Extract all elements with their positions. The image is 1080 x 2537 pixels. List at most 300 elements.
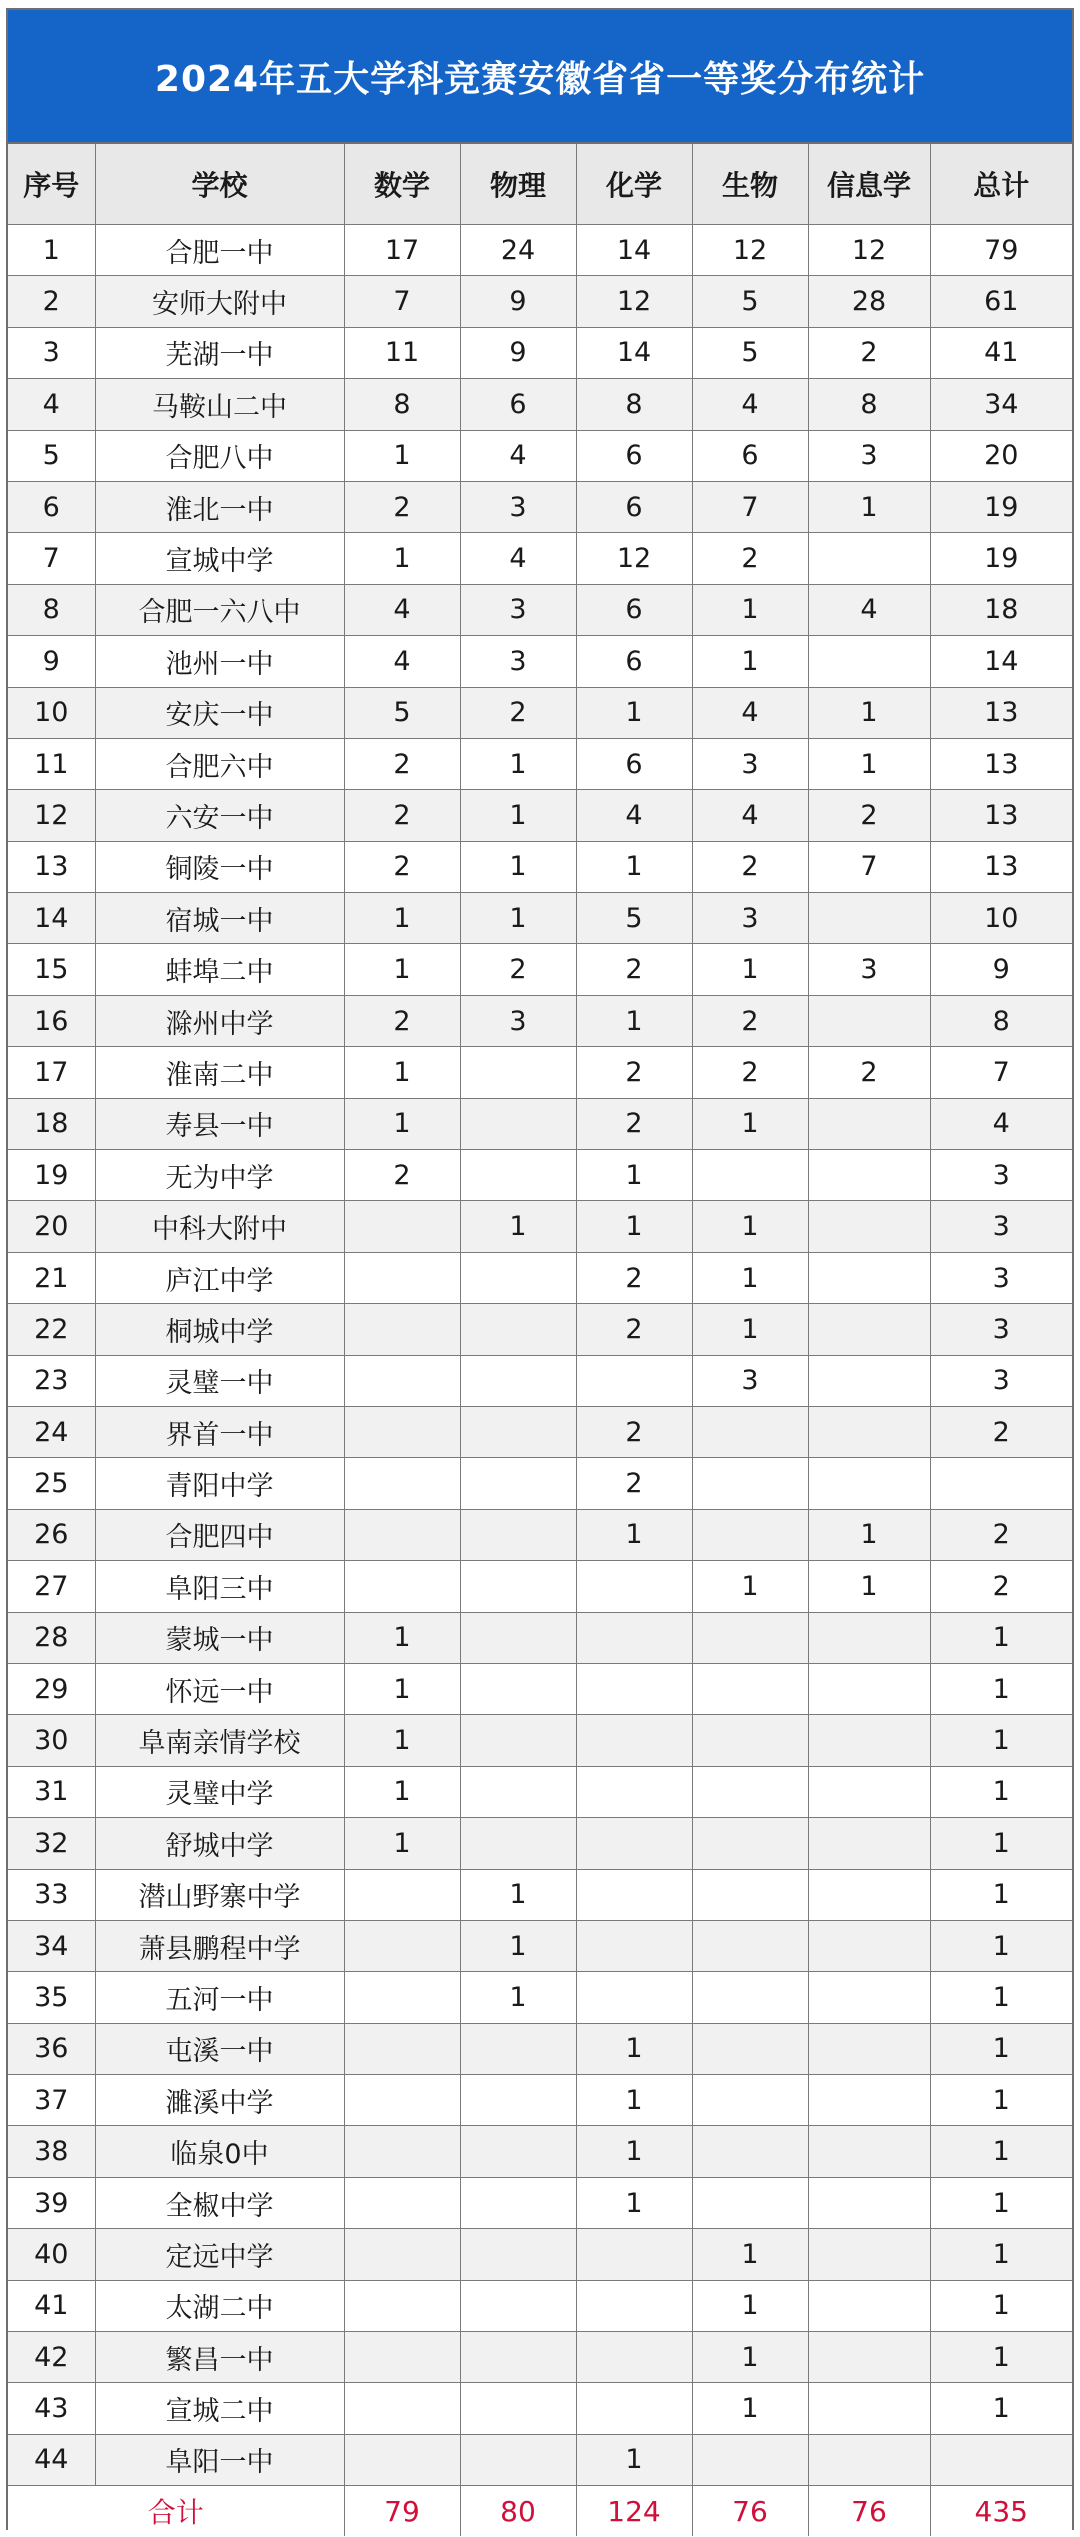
cell-school: 阜阳一中 — [95, 2434, 344, 2485]
cell-total: 2 — [930, 1509, 1072, 1560]
cell-chemistry: 1 — [576, 2434, 692, 2485]
cell-chemistry — [576, 1766, 692, 1817]
total-row — [8, 2486, 1072, 2537]
cell-biology: 5 — [692, 276, 808, 327]
table-row — [8, 1355, 1072, 1406]
cell-math: 5 — [344, 687, 460, 738]
cell-chemistry: 5 — [576, 893, 692, 944]
cell-index: 34 — [8, 1920, 95, 1971]
cell-informatics: 12 — [808, 225, 930, 276]
cell-math — [344, 1972, 460, 2023]
cell-chemistry — [576, 1920, 692, 1971]
cell-index: 38 — [8, 2126, 95, 2177]
cell-index: 9 — [8, 636, 95, 687]
cell-school: 合肥一六八中 — [95, 584, 344, 635]
cell-biology: 3 — [692, 893, 808, 944]
table-row — [8, 1612, 1072, 1663]
cell-chemistry: 1 — [576, 2023, 692, 2074]
cell-total: 1 — [930, 1818, 1072, 1869]
cell-physics: 1 — [460, 893, 576, 944]
cell-index: 8 — [8, 584, 95, 635]
cell-school: 宣城中学 — [95, 533, 344, 584]
cell-total — [930, 2434, 1072, 2485]
cell-informatics: 4 — [808, 584, 930, 635]
table-row — [8, 1920, 1072, 1971]
cell-index: 44 — [8, 2434, 95, 2485]
cell-index: 42 — [8, 2332, 95, 2383]
cell-total: 14 — [930, 636, 1072, 687]
cell-index: 15 — [8, 944, 95, 995]
cell-total: 19 — [930, 481, 1072, 532]
cell-chemistry: 1 — [576, 2075, 692, 2126]
cell-informatics — [808, 1252, 930, 1303]
cell-math — [344, 1869, 460, 1920]
table-row — [8, 584, 1072, 635]
cell-biology — [692, 1406, 808, 1457]
cell-total: 41 — [930, 327, 1072, 378]
cell-math — [344, 1561, 460, 1612]
header-informatics: 信息学 — [808, 144, 930, 225]
cell-school: 淮南二中 — [95, 1047, 344, 1098]
cell-math: 1 — [344, 1663, 460, 1714]
cell-biology: 3 — [692, 1355, 808, 1406]
cell-school: 全椒中学 — [95, 2177, 344, 2228]
table-row — [8, 2177, 1072, 2228]
cell-index: 33 — [8, 1869, 95, 1920]
cell-informatics — [808, 2332, 930, 2383]
table-row — [8, 2075, 1072, 2126]
cell-total: 1 — [930, 1715, 1072, 1766]
cell-informatics — [808, 2023, 930, 2074]
table-row — [8, 2023, 1072, 2074]
cell-math — [344, 1920, 460, 1971]
table-row — [8, 379, 1072, 430]
cell-math: 8 — [344, 379, 460, 430]
cell-biology — [692, 1972, 808, 2023]
cell-physics — [460, 2075, 576, 2126]
cell-informatics — [808, 1150, 930, 1201]
cell-total: 3 — [930, 1355, 1072, 1406]
cell-informatics — [808, 1406, 930, 1457]
cell-index: 24 — [8, 1406, 95, 1457]
table-row — [8, 1201, 1072, 1252]
cell-chemistry: 1 — [576, 2177, 692, 2228]
cell-chemistry — [576, 1715, 692, 1766]
cell-biology: 2 — [692, 533, 808, 584]
cell-chemistry: 2 — [576, 944, 692, 995]
cell-math — [344, 1355, 460, 1406]
cell-school: 阜阳三中 — [95, 1561, 344, 1612]
cell-biology — [692, 1612, 808, 1663]
cell-physics — [460, 1098, 576, 1149]
cell-informatics — [808, 893, 930, 944]
cell-physics: 3 — [460, 995, 576, 1046]
cell-physics: 2 — [460, 687, 576, 738]
cell-physics: 1 — [460, 1972, 576, 2023]
cell-chemistry — [576, 1612, 692, 1663]
cell-math: 2 — [344, 841, 460, 892]
cell-biology: 1 — [692, 944, 808, 995]
cell-school: 宣城二中 — [95, 2383, 344, 2434]
cell-school: 灵璧中学 — [95, 1766, 344, 1817]
cell-chemistry: 2 — [576, 1252, 692, 1303]
cell-total: 13 — [930, 790, 1072, 841]
cell-informatics — [808, 2229, 930, 2280]
cell-index: 30 — [8, 1715, 95, 1766]
cell-total: 1 — [930, 2280, 1072, 2331]
cell-index: 41 — [8, 2280, 95, 2331]
table-row — [8, 481, 1072, 532]
table-row — [8, 2332, 1072, 2383]
cell-physics — [460, 1150, 576, 1201]
cell-physics: 4 — [460, 533, 576, 584]
cell-school: 合肥八中 — [95, 430, 344, 481]
cell-total: 1 — [930, 2126, 1072, 2177]
cell-index: 14 — [8, 893, 95, 944]
cell-informatics — [808, 1663, 930, 1714]
cell-informatics — [808, 1715, 930, 1766]
cell-chemistry: 1 — [576, 841, 692, 892]
cell-informatics: 2 — [808, 1047, 930, 1098]
cell-math: 1 — [344, 944, 460, 995]
cell-biology: 1 — [692, 584, 808, 635]
cell-index: 10 — [8, 687, 95, 738]
cell-biology — [692, 1920, 808, 1971]
cell-index: 37 — [8, 2075, 95, 2126]
cell-total: 1 — [930, 1612, 1072, 1663]
table-row — [8, 738, 1072, 789]
cell-physics: 2 — [460, 944, 576, 995]
cell-informatics: 2 — [808, 327, 930, 378]
cell-school: 合肥六中 — [95, 738, 344, 789]
cell-total: 13 — [930, 738, 1072, 789]
cell-total — [930, 1458, 1072, 1509]
cell-biology — [692, 1509, 808, 1560]
total-biology: 76 — [692, 2486, 808, 2537]
table-row — [8, 1047, 1072, 1098]
total-label: 合计 — [8, 2486, 344, 2537]
cell-physics — [460, 1561, 576, 1612]
cell-index: 32 — [8, 1818, 95, 1869]
cell-physics — [460, 2434, 576, 2485]
cell-total: 20 — [930, 430, 1072, 481]
cell-index: 25 — [8, 1458, 95, 1509]
cell-index: 23 — [8, 1355, 95, 1406]
cell-biology: 1 — [692, 1561, 808, 1612]
cell-biology: 1 — [692, 1304, 808, 1355]
cell-total: 1 — [930, 2023, 1072, 2074]
cell-chemistry — [576, 1561, 692, 1612]
cell-physics — [460, 2332, 576, 2383]
cell-informatics — [808, 533, 930, 584]
cell-school: 蒙城一中 — [95, 1612, 344, 1663]
cell-school: 青阳中学 — [95, 1458, 344, 1509]
cell-informatics: 7 — [808, 841, 930, 892]
header-index: 序号 — [8, 144, 95, 225]
cell-chemistry — [576, 2229, 692, 2280]
table-row — [8, 893, 1072, 944]
cell-school: 蚌埠二中 — [95, 944, 344, 995]
cell-physics — [460, 1715, 576, 1766]
cell-total: 1 — [930, 1663, 1072, 1714]
cell-physics — [460, 2023, 576, 2074]
cell-physics — [460, 2383, 576, 2434]
header-chemistry: 化学 — [576, 144, 692, 225]
table-row — [8, 1252, 1072, 1303]
cell-total: 1 — [930, 1766, 1072, 1817]
table-row — [8, 2280, 1072, 2331]
cell-biology: 1 — [692, 1201, 808, 1252]
cell-total: 79 — [930, 225, 1072, 276]
cell-school: 寿县一中 — [95, 1098, 344, 1149]
cell-informatics — [808, 2126, 930, 2177]
cell-school: 舒城中学 — [95, 1818, 344, 1869]
cell-informatics: 1 — [808, 1561, 930, 1612]
cell-total: 1 — [930, 1869, 1072, 1920]
cell-index: 43 — [8, 2383, 95, 2434]
cell-math: 2 — [344, 1150, 460, 1201]
cell-math — [344, 1201, 460, 1252]
cell-school: 灵璧一中 — [95, 1355, 344, 1406]
cell-informatics: 1 — [808, 481, 930, 532]
cell-physics: 9 — [460, 276, 576, 327]
cell-informatics — [808, 1201, 930, 1252]
cell-informatics — [808, 1458, 930, 1509]
cell-informatics — [808, 1098, 930, 1149]
cell-math: 2 — [344, 995, 460, 1046]
header-biology: 生物 — [692, 144, 808, 225]
header-school: 学校 — [95, 144, 344, 225]
cell-informatics — [808, 1612, 930, 1663]
cell-chemistry: 6 — [576, 430, 692, 481]
total-chemistry: 124 — [576, 2486, 692, 2537]
header-math: 数学 — [344, 144, 460, 225]
cell-biology: 4 — [692, 790, 808, 841]
cell-total: 1 — [930, 2075, 1072, 2126]
cell-total: 7 — [930, 1047, 1072, 1098]
cell-biology — [692, 2023, 808, 2074]
cell-physics: 6 — [460, 379, 576, 430]
cell-physics: 1 — [460, 841, 576, 892]
cell-informatics: 1 — [808, 738, 930, 789]
cell-physics: 1 — [460, 738, 576, 789]
cell-school: 庐江中学 — [95, 1252, 344, 1303]
cell-school: 临泉0中 — [95, 2126, 344, 2177]
cell-physics — [460, 1252, 576, 1303]
cell-total: 4 — [930, 1098, 1072, 1149]
table-row — [8, 1715, 1072, 1766]
cell-biology — [692, 2075, 808, 2126]
cell-biology: 4 — [692, 687, 808, 738]
cell-chemistry: 1 — [576, 1150, 692, 1201]
cell-math — [344, 2434, 460, 2485]
cell-chemistry: 1 — [576, 2126, 692, 2177]
cell-physics — [460, 2177, 576, 2228]
cell-total: 13 — [930, 687, 1072, 738]
cell-biology: 1 — [692, 2332, 808, 2383]
header-total: 总计 — [930, 144, 1072, 225]
table-row — [8, 1509, 1072, 1560]
cell-chemistry: 2 — [576, 1304, 692, 1355]
cell-school: 合肥一中 — [95, 225, 344, 276]
table-row — [8, 1458, 1072, 1509]
cell-biology: 2 — [692, 841, 808, 892]
table-row — [8, 225, 1072, 276]
cell-chemistry: 6 — [576, 481, 692, 532]
cell-school: 淮北一中 — [95, 481, 344, 532]
cell-chemistry: 12 — [576, 533, 692, 584]
cell-biology: 3 — [692, 738, 808, 789]
cell-chemistry — [576, 1818, 692, 1869]
cell-math: 1 — [344, 1612, 460, 1663]
cell-physics — [460, 1818, 576, 1869]
cell-math: 1 — [344, 1047, 460, 1098]
table-row — [8, 2434, 1072, 2485]
table-row — [8, 636, 1072, 687]
cell-physics — [460, 1663, 576, 1714]
cell-index: 17 — [8, 1047, 95, 1098]
table-row — [8, 1304, 1072, 1355]
cell-physics: 4 — [460, 430, 576, 481]
cell-biology — [692, 1458, 808, 1509]
cell-school: 铜陵一中 — [95, 841, 344, 892]
table-row — [8, 1150, 1072, 1201]
cell-chemistry: 6 — [576, 636, 692, 687]
cell-biology: 1 — [692, 2229, 808, 2280]
cell-math: 2 — [344, 481, 460, 532]
table-row — [8, 2126, 1072, 2177]
table-row — [8, 276, 1072, 327]
cell-informatics: 1 — [808, 687, 930, 738]
table-row — [8, 1406, 1072, 1457]
cell-school: 无为中学 — [95, 1150, 344, 1201]
cell-informatics: 1 — [808, 1509, 930, 1560]
cell-total: 8 — [930, 995, 1072, 1046]
cell-physics: 9 — [460, 327, 576, 378]
cell-physics: 1 — [460, 1920, 576, 1971]
cell-informatics — [808, 1304, 930, 1355]
total-physics: 80 — [460, 2486, 576, 2537]
cell-math — [344, 2229, 460, 2280]
cell-index: 3 — [8, 327, 95, 378]
cell-informatics — [808, 1920, 930, 1971]
cell-index: 35 — [8, 1972, 95, 2023]
cell-school: 滁州中学 — [95, 995, 344, 1046]
cell-index: 19 — [8, 1150, 95, 1201]
cell-informatics — [808, 1972, 930, 2023]
cell-index: 27 — [8, 1561, 95, 1612]
table-row — [8, 790, 1072, 841]
cell-biology: 1 — [692, 636, 808, 687]
cell-informatics — [808, 2383, 930, 2434]
award-table-card — [6, 8, 1074, 2530]
cell-school: 繁昌一中 — [95, 2332, 344, 2383]
cell-total: 2 — [930, 1406, 1072, 1457]
cell-math: 1 — [344, 1098, 460, 1149]
cell-chemistry: 2 — [576, 1406, 692, 1457]
table-row — [8, 430, 1072, 481]
cell-math: 1 — [344, 533, 460, 584]
table-row — [8, 2229, 1072, 2280]
cell-chemistry — [576, 1972, 692, 2023]
cell-math — [344, 1509, 460, 1560]
cell-physics — [460, 1047, 576, 1098]
cell-math — [344, 2075, 460, 2126]
cell-total: 19 — [930, 533, 1072, 584]
cell-math: 4 — [344, 636, 460, 687]
cell-biology — [692, 1869, 808, 1920]
cell-total: 34 — [930, 379, 1072, 430]
cell-index: 29 — [8, 1663, 95, 1714]
cell-informatics — [808, 2075, 930, 2126]
cell-informatics — [808, 1869, 930, 1920]
cell-chemistry: 1 — [576, 1201, 692, 1252]
table-row — [8, 1663, 1072, 1714]
cell-school: 安师大附中 — [95, 276, 344, 327]
cell-physics — [460, 2280, 576, 2331]
cell-math: 17 — [344, 225, 460, 276]
table-row — [8, 995, 1072, 1046]
cell-physics — [460, 2229, 576, 2280]
total-math: 79 — [344, 2486, 460, 2537]
cell-school: 萧县鹏程中学 — [95, 1920, 344, 1971]
table-row — [8, 533, 1072, 584]
cell-biology: 1 — [692, 1252, 808, 1303]
table-body — [8, 225, 1072, 2537]
cell-school: 芜湖一中 — [95, 327, 344, 378]
total-overall: 435 — [930, 2486, 1072, 2537]
cell-math: 7 — [344, 276, 460, 327]
cell-chemistry — [576, 2383, 692, 2434]
cell-chemistry: 6 — [576, 738, 692, 789]
table-row — [8, 1869, 1072, 1920]
cell-index: 4 — [8, 379, 95, 430]
cell-school: 怀远一中 — [95, 1663, 344, 1714]
cell-informatics — [808, 995, 930, 1046]
cell-total: 3 — [930, 1150, 1072, 1201]
cell-informatics — [808, 2177, 930, 2228]
cell-total: 1 — [930, 2332, 1072, 2383]
cell-chemistry: 1 — [576, 1509, 692, 1560]
cell-total: 9 — [930, 944, 1072, 995]
cell-math — [344, 1458, 460, 1509]
award-distribution-table — [8, 144, 1072, 2536]
cell-math: 1 — [344, 893, 460, 944]
cell-physics — [460, 1304, 576, 1355]
table-row — [8, 687, 1072, 738]
table-row — [8, 2383, 1072, 2434]
table-row — [8, 1766, 1072, 1817]
cell-chemistry: 12 — [576, 276, 692, 327]
cell-chemistry: 14 — [576, 225, 692, 276]
cell-physics — [460, 1509, 576, 1560]
cell-informatics — [808, 2280, 930, 2331]
cell-total: 1 — [930, 2177, 1072, 2228]
cell-physics — [460, 1766, 576, 1817]
cell-math: 1 — [344, 1715, 460, 1766]
cell-math: 1 — [344, 1818, 460, 1869]
cell-index: 16 — [8, 995, 95, 1046]
cell-school: 安庆一中 — [95, 687, 344, 738]
cell-index: 21 — [8, 1252, 95, 1303]
cell-school: 界首一中 — [95, 1406, 344, 1457]
cell-school: 合肥四中 — [95, 1509, 344, 1560]
cell-chemistry: 6 — [576, 584, 692, 635]
cell-total: 1 — [930, 1920, 1072, 1971]
cell-physics — [460, 1355, 576, 1406]
cell-biology: 1 — [692, 1098, 808, 1149]
cell-total: 1 — [930, 2383, 1072, 2434]
